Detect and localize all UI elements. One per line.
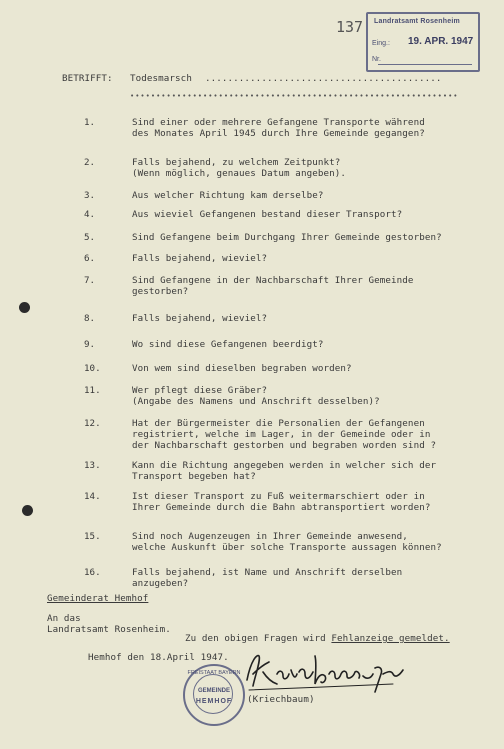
question-text: Sind einer oder mehrere Gefangene Transporte während des Monates April 1945 durch Ihre Gemeinde gegangen? <box>132 117 425 139</box>
recipient-line-1: An das <box>47 613 81 624</box>
question-number: 9. <box>84 339 96 350</box>
subject: Todesmarsch <box>130 73 192 84</box>
sender: Gemeinderat Hemhof <box>47 593 149 604</box>
question-number: 7. <box>84 275 96 286</box>
question-text: Wer pflegt diese Gräber? (Angabe des Namens und Anschrift desselben)? <box>132 385 380 407</box>
question-text: Kann die Richtung angegeben werden in welcher sich der Transport begeben hat? <box>132 460 437 482</box>
question-number: 14. <box>84 491 101 502</box>
question-number: 5. <box>84 232 96 243</box>
punch-hole-lower <box>22 505 33 516</box>
question-text: Aus wieviel Gefangenen bestand dieser Transport? <box>132 209 403 220</box>
question-text: Falls bejahend, ist Name und Anschrift derselben anzugeben? <box>132 567 403 589</box>
question-text: Ist dieser Transport zu Fuß weitermarschiert oder in Ihrer Gemeinde durch die Bahn abtransportiert worden? <box>132 491 431 513</box>
question-number: 15. <box>84 531 101 542</box>
stamp-number-line <box>378 64 472 65</box>
seal-middle-text: GEMEINDE <box>197 688 230 694</box>
stamp-date-label: Eing.: <box>372 40 390 47</box>
subject-leader: .......................................... <box>205 73 442 84</box>
question-text: Falls bejahend, wieviel? <box>132 253 268 264</box>
answer-line <box>185 633 450 644</box>
question-number: 16. <box>84 567 101 578</box>
punch-hole-upper <box>19 302 30 313</box>
page-number: 137 <box>336 18 364 36</box>
question-number: 6. <box>84 253 96 264</box>
receipt-stamp <box>366 12 480 72</box>
subject-label: BETRIFFT: <box>62 73 113 84</box>
question-text: Aus welcher Richtung kam derselbe? <box>132 190 324 201</box>
seal-top-text: FREISTAAT BAYERN <box>187 670 241 676</box>
answer-result: Fehlanzeige gemeldet. <box>331 633 450 644</box>
stamp-date: 19. APR. 1947 <box>408 36 474 47</box>
question-text: Sind noch Augenzeugen in Ihrer Gemeinde anwesend, welche Auskunft über solche Transporte aussagen können? <box>132 531 442 553</box>
dotted-rule: ••••••••••••••••••••••••••••••••••••••••••••••••••••••••••••••• <box>130 92 459 100</box>
question-text: Sind Gefangene in der Nachbarschaft Ihrer Gemeinde gestorben? <box>132 275 414 297</box>
question-number: 8. <box>84 313 96 324</box>
question-number: 1. <box>84 117 96 128</box>
question-text: Falls bejahend, wieviel? <box>132 313 268 324</box>
question-number: 3. <box>84 190 96 201</box>
answer-prefix: Zu den obigen Fragen wird <box>185 633 332 644</box>
stamp-number-label: Nr. <box>372 56 381 63</box>
question-number: 11. <box>84 385 101 396</box>
question-number: 10. <box>84 363 101 374</box>
seal-inner-ring <box>193 674 233 714</box>
question-text: Sind Gefangene beim Durchgang Ihrer Gemeinde gestorben? <box>132 232 442 243</box>
question-number: 12. <box>84 418 101 429</box>
handwritten-signature <box>243 650 411 696</box>
signer-typed-name: (Kriechbaum) <box>247 694 315 705</box>
recipient-line-2: Landratsamt Rosenheim. <box>47 624 171 635</box>
stamp-office: Landratsamt Rosenheim <box>374 18 460 25</box>
question-number: 2. <box>84 157 96 168</box>
question-text: Von wem sind dieselben begraben worden? <box>132 363 352 374</box>
question-text: Falls bejahend, zu welchem Zeitpunkt? (Wenn möglich, genaues Datum angeben). <box>132 157 346 179</box>
municipal-seal <box>183 664 245 726</box>
question-text: Hat der Bürgermeister die Personalien der Gefangenen registriert, welche im Lager, in der Gemeinde oder in der Nachbarschaft gestorben und begraben worden sind ? <box>132 418 437 451</box>
question-text: Wo sind diese Gefangenen beerdigt? <box>132 339 324 350</box>
question-number: 4. <box>84 209 96 220</box>
seal-bottom-text: HEMHOF <box>195 698 233 705</box>
place-date: Hemhof den 18.April 1947. <box>88 652 229 663</box>
question-number: 13. <box>84 460 101 471</box>
